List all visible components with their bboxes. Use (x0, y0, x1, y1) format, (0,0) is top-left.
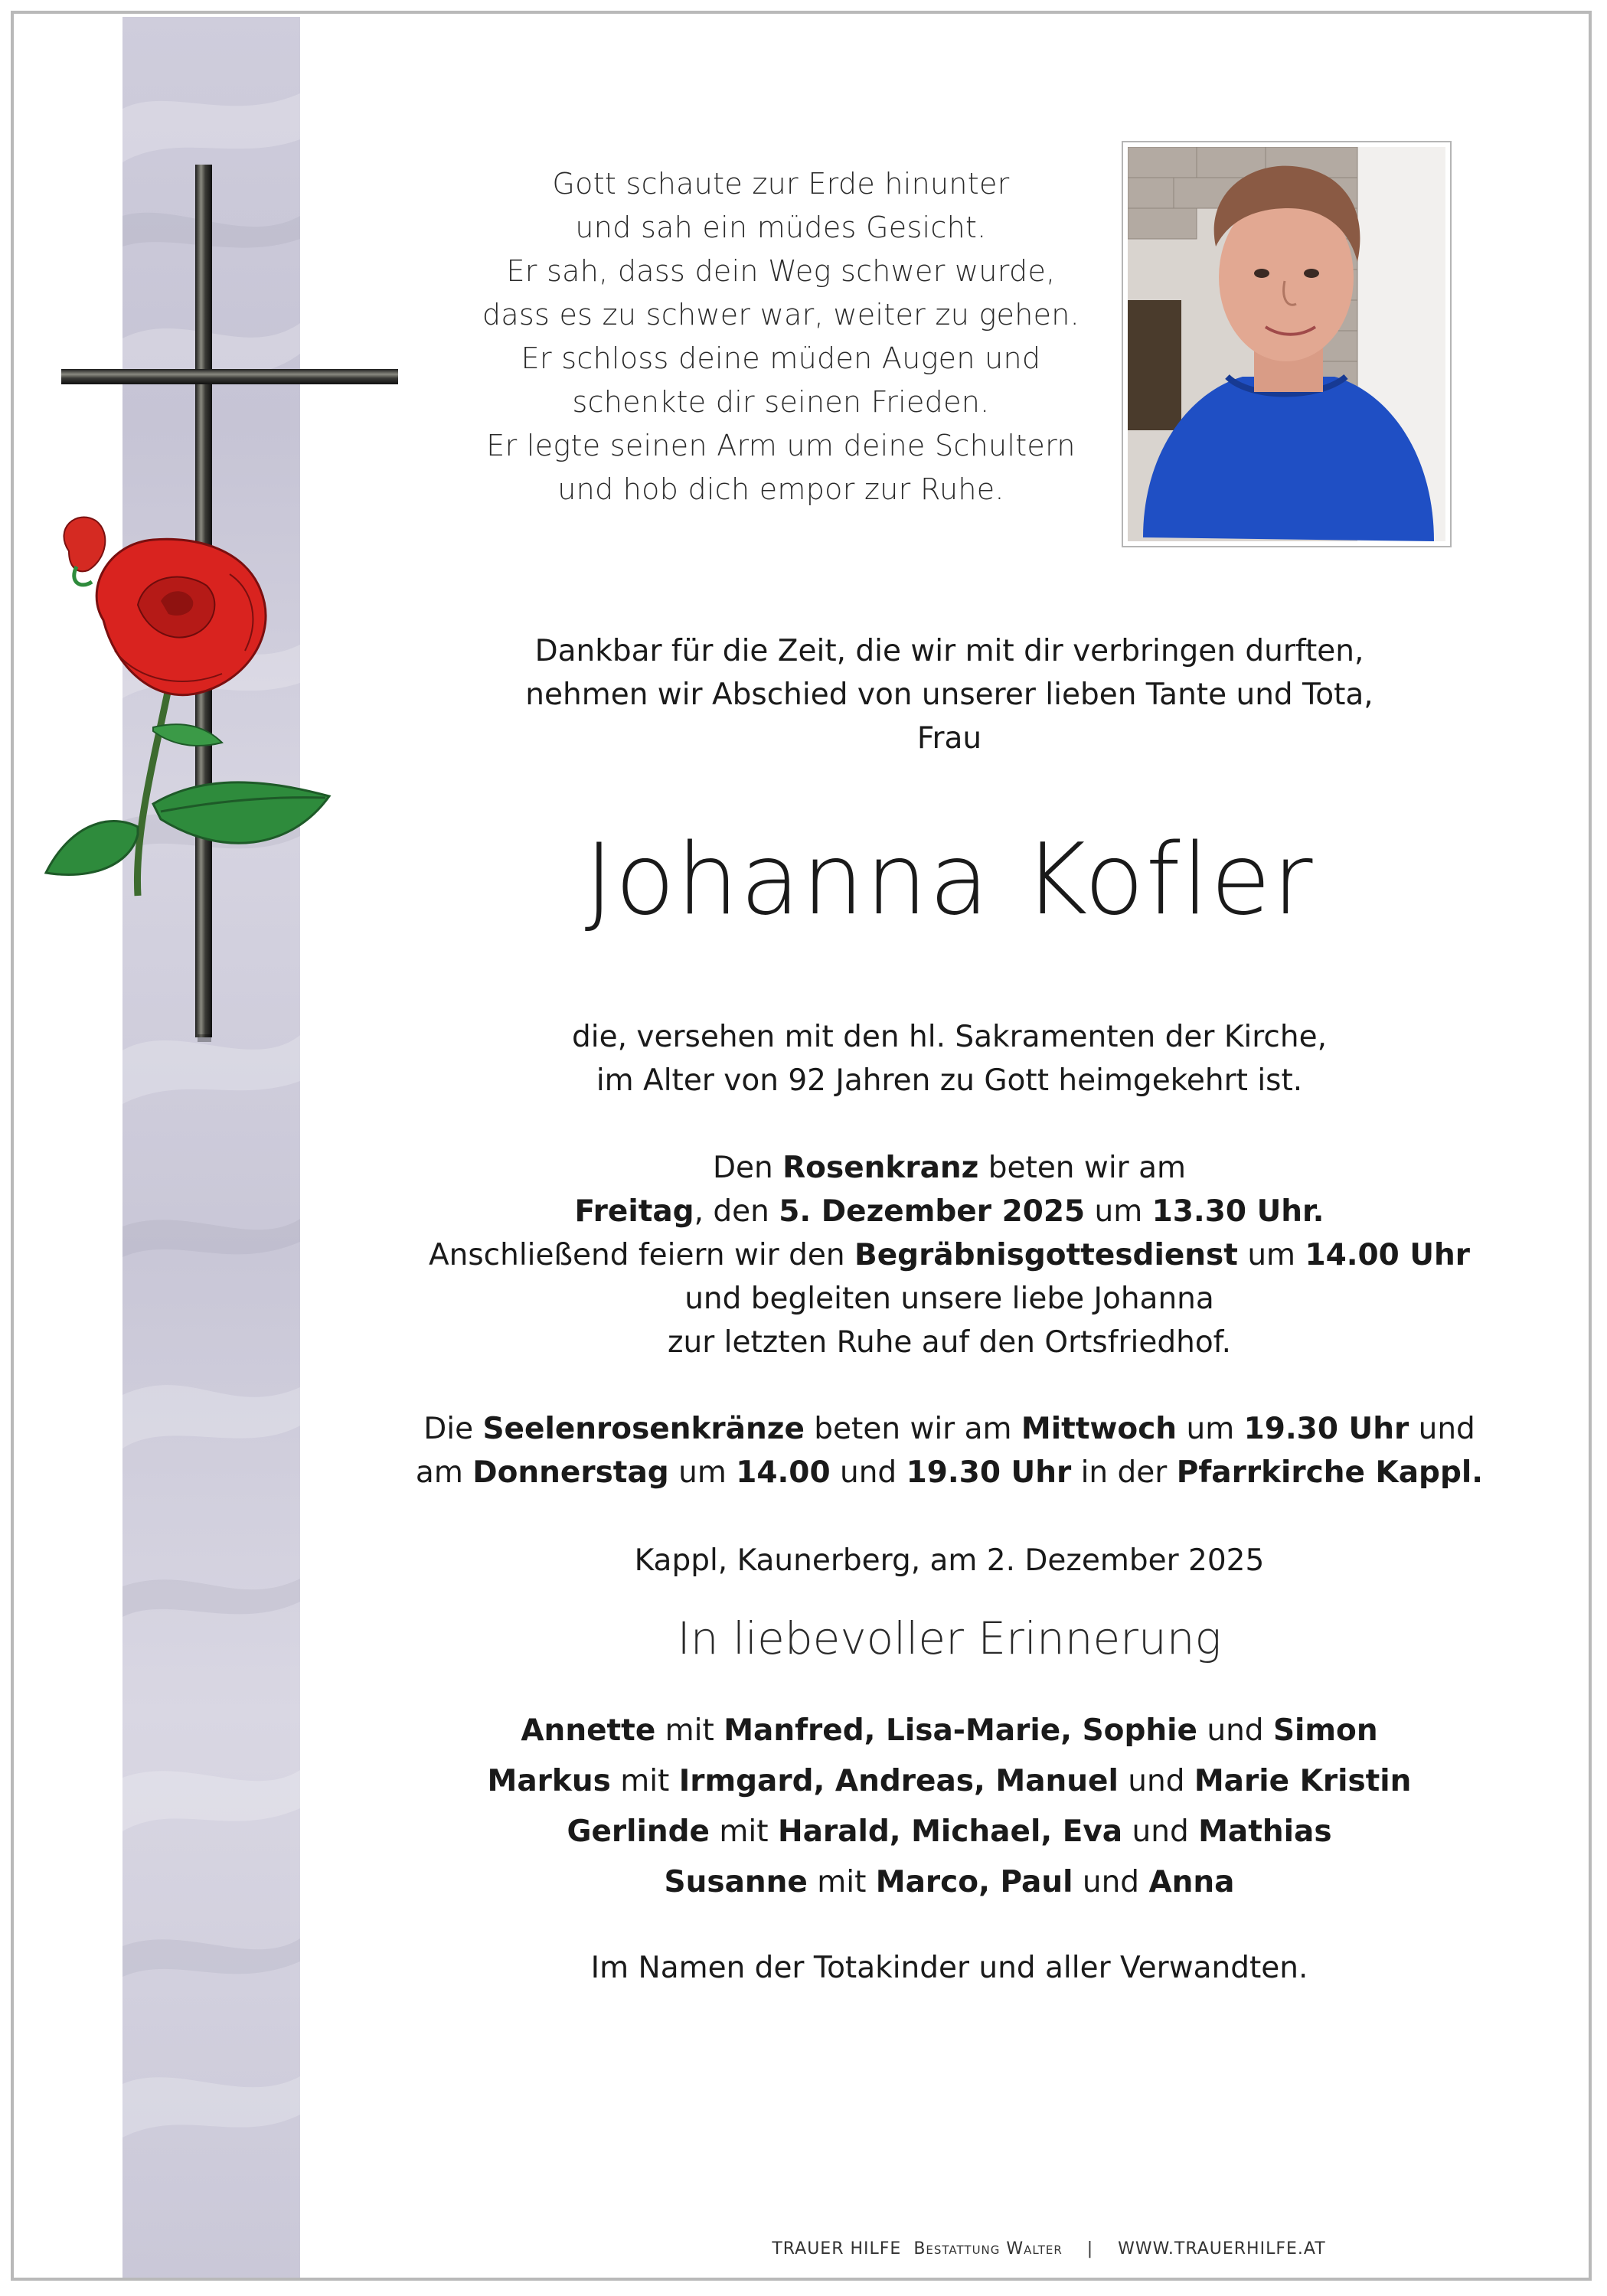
text-span: um (1237, 1238, 1305, 1272)
sacraments-line: im Alter von 92 Jahren zu Gott heimgekehrt ist. (596, 1063, 1303, 1098)
text-span: Marco, Paul (875, 1865, 1073, 1899)
place-date-block (383, 1539, 1516, 1582)
footer-brand: TRAUER HILFE (772, 2239, 902, 2258)
text-span: und (1122, 1814, 1199, 1849)
text-span: Anna (1148, 1865, 1235, 1899)
text-span: Irmgard, Andreas, Manuel (678, 1764, 1119, 1798)
text-span: Simon (1272, 1713, 1378, 1748)
text-span: Mittwoch (1021, 1412, 1177, 1446)
poem (413, 162, 1148, 511)
sacraments-line: die, versehen mit den hl. Sakramenten der Kirche, (572, 1020, 1327, 1054)
text-span: am (415, 1455, 473, 1490)
text-span: mit (610, 1764, 679, 1798)
text-span: Rosenkranz (782, 1151, 979, 1185)
text-span: Annette (521, 1713, 656, 1748)
text-span: 13.30 Uhr. (1151, 1194, 1324, 1229)
poem-line: und hob dich empor zur Ruhe. (557, 472, 1004, 506)
poem-line: und sah ein müdes Gesicht. (575, 211, 987, 244)
text-span: um (1177, 1412, 1244, 1446)
text-span: in der (1071, 1455, 1177, 1490)
poem-line: Gott schaute zur Erde hinunter (552, 167, 1010, 201)
text-span: um (1085, 1194, 1152, 1229)
text-span: Die (423, 1412, 483, 1446)
rosary-line (383, 1146, 1516, 1190)
text-span: beten wir am (978, 1151, 1186, 1185)
text-span: Donnerstag (472, 1455, 669, 1490)
name-block (383, 819, 1516, 942)
poem-line: Er schloss deine müden Augen und (521, 341, 1041, 375)
text-span: beten wir am (804, 1412, 1021, 1446)
text-span: 19.30 Uhr (906, 1455, 1072, 1490)
text-span: und (1197, 1713, 1273, 1748)
footer (628, 2239, 1470, 2258)
memory-heading: In liebevoller Erinnerung (677, 1612, 1222, 1664)
text-span: 19.30 Uhr (1243, 1412, 1409, 1446)
text-span: 5. Dezember 2025 (779, 1194, 1086, 1229)
text-span: Gerlinde (567, 1814, 710, 1849)
family-line (383, 1706, 1516, 1756)
text-span: Anschließend feiern wir den (428, 1238, 854, 1272)
text-span: Freitag (574, 1194, 694, 1229)
text-span: Mathias (1198, 1814, 1332, 1849)
text-span: Marie Kristin (1194, 1764, 1412, 1798)
poem-line: Er legte seinen Arm um deine Schultern (486, 429, 1076, 462)
rosary-block (383, 1146, 1516, 1364)
intro-line: Dankbar für die Zeit, die wir mit dir verbringen durften, (534, 634, 1364, 668)
rose-icon (23, 498, 367, 934)
rosary-line: und begleiten unsere liebe Johanna (684, 1282, 1214, 1316)
family-line (383, 1756, 1516, 1807)
text-span: um (668, 1455, 737, 1490)
text-span: mit (655, 1713, 724, 1748)
text-span: und (1409, 1412, 1475, 1446)
family-block (383, 1706, 1516, 1908)
text-span: , den (694, 1194, 779, 1229)
soul-rosary-line (383, 1451, 1516, 1494)
rosary-line: zur letzten Ruhe auf den Ortsfriedhof. (668, 1325, 1231, 1360)
closing-line: Im Namen der Totakinder und aller Verwandten. (590, 1951, 1308, 1985)
memory-heading-block (383, 1608, 1516, 1669)
text-span: mit (710, 1814, 778, 1849)
footer-separator: | (1086, 2239, 1094, 2258)
poem-line: dass es zu schwer war, weiter zu gehen. (482, 298, 1080, 331)
footer-company: Bestattung Walter (913, 2239, 1063, 2258)
soul-rosary-block (383, 1407, 1516, 1494)
text-span: und (830, 1455, 906, 1490)
text-span: 14.00 Uhr (1305, 1238, 1471, 1272)
text-span: Pfarrkirche Kappl. (1176, 1455, 1484, 1490)
text-span: Den (713, 1151, 783, 1185)
text-span: 14.00 (736, 1455, 831, 1490)
text-span: Begräbnisgottesdienst (854, 1238, 1238, 1272)
rosary-line (383, 1190, 1516, 1233)
text-span: Harald, Michael, Eva (777, 1814, 1123, 1849)
intro-line: nehmen wir Abschied von unserer lieben Tante und Tota, (525, 678, 1373, 712)
closing-block (383, 1946, 1516, 1990)
portrait-photo (1122, 141, 1452, 547)
poem-line: Er sah, dass dein Weg schwer wurde, (506, 254, 1056, 288)
deceased-name: Johanna Kofler (584, 823, 1315, 937)
text-span: Seelenrosenkränze (482, 1412, 805, 1446)
rosary-line (383, 1233, 1516, 1277)
text-span: Markus (487, 1764, 611, 1798)
family-line (383, 1857, 1516, 1908)
text-span: mit (807, 1865, 876, 1899)
family-line (383, 1807, 1516, 1857)
portrait-image (1128, 147, 1445, 541)
text-span: und (1118, 1764, 1194, 1798)
footer-website[interactable]: WWW.TRAUERHILFE.AT (1118, 2239, 1326, 2258)
poem-line: schenkte dir seinen Frieden. (572, 385, 990, 419)
place-date: Kappl, Kaunerberg, am 2. Dezember 2025 (634, 1543, 1265, 1578)
intro-block (383, 629, 1516, 760)
soul-rosary-line (383, 1407, 1516, 1451)
sacraments-block (383, 1015, 1516, 1102)
text-span: Manfred, Lisa-Marie, Sophie (723, 1713, 1197, 1748)
text-span: und (1073, 1865, 1149, 1899)
text-span: Susanne (664, 1865, 808, 1899)
intro-line: Frau (916, 721, 982, 756)
